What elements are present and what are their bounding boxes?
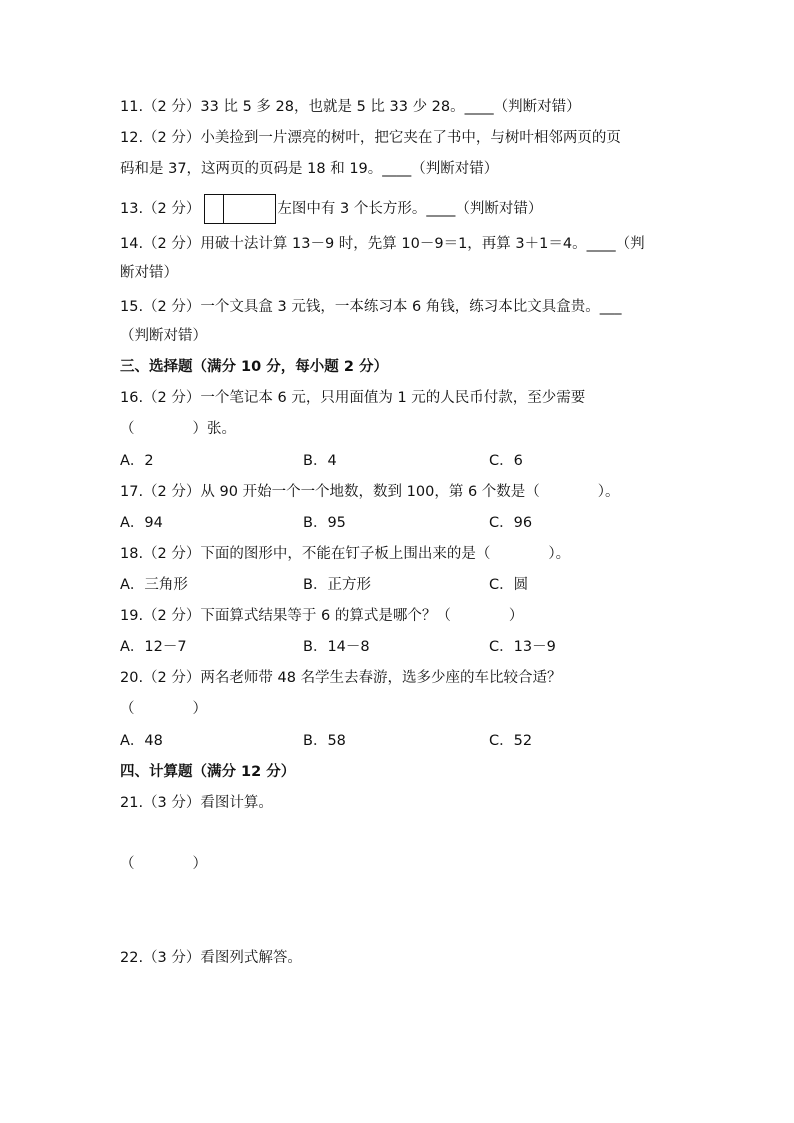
question-19-option-b: B．14－8 — [303, 639, 370, 655]
question-18-option-b: B．正方形 — [303, 577, 371, 593]
question-18-option-a: A．三角形 — [120, 577, 188, 593]
question-16-option-c: C．6 — [489, 453, 523, 469]
question-15-line1: 15.（2 分）一个文具盒 3 元钱，一本练习本 6 角钱，练习本比文具盒贵。___ — [120, 299, 622, 315]
section-3-heading: 三、选择题（满分 10 分，每小题 2 分） — [120, 359, 388, 375]
question-18: 18.（2 分）下面的图形中，不能在钉子板上围出来的是（ ）。 — [120, 546, 571, 562]
question-18-option-c: C．圆 — [489, 577, 529, 593]
question-15-line2: （判断对错） — [120, 328, 207, 344]
section-4-heading: 四、计算题（满分 12 分） — [120, 764, 296, 780]
question-13 — [120, 194, 542, 224]
question-12-line2: 码和是 37，这两页的页码是 18 和 19。____（判断对错） — [120, 161, 499, 177]
question-13-prefix: 13.（2 分） — [120, 201, 201, 217]
question-20-line2: （ ） — [120, 701, 207, 717]
question-17-option-b: B．95 — [303, 515, 346, 531]
question-14-line1: 14.（2 分）用破十法计算 13－9 时，先算 10－9＝1，再算 3＋1＝4。____（判 — [120, 236, 645, 252]
question-19-option-a: A．12－7 — [120, 639, 187, 655]
question-20-option-b: B．58 — [303, 733, 346, 749]
question-22: 22.（3 分）看图列式解答。 — [120, 950, 302, 966]
question-14-line2: 断对错） — [120, 265, 178, 281]
question-20-option-c: C．52 — [489, 733, 533, 749]
question-13-suffix: 左图中有 3 个长方形。____（判断对错） — [277, 201, 543, 217]
question-20-line1: 20.（2 分）两名老师带 48 名学生去春游，选多少座的车比较合适？ — [120, 670, 562, 686]
question-16-line2: （ ）张。 — [120, 421, 236, 437]
question-17-option-c: C．96 — [489, 515, 533, 531]
question-11: 11.（2 分）33 比 5 多 28，也就是 5 比 33 少 28。____（判断对错） — [120, 99, 581, 115]
question-17-option-a: A．94 — [120, 515, 163, 531]
question-12-line1: 12.（2 分）小美捡到一片漂亮的树叶，把它夹在了书中，与树叶相邻两页的页 — [120, 130, 621, 146]
question-16-option-b: B．4 — [303, 453, 337, 469]
rectangle-figure — [204, 194, 276, 224]
question-16-line1: 16.（2 分）一个笔记本 6 元，只用面值为 1 元的人民币付款，至少需要 — [120, 390, 586, 406]
question-16-option-a: A．2 — [120, 453, 154, 469]
question-19: 19.（2 分）下面算式结果等于 6 的算式是哪个？（ ） — [120, 608, 524, 624]
question-20-option-a: A．48 — [120, 733, 163, 749]
question-21: 21.（3 分）看图计算。 — [120, 795, 273, 811]
question-21-answer-blank: （ ） — [120, 856, 207, 872]
question-17: 17.（2 分）从 90 开始一个一个地数，数到 100，第 6 个数是（ ）。 — [120, 484, 620, 500]
rectangle-divider — [223, 195, 224, 223]
question-19-option-c: C．13－9 — [489, 639, 556, 655]
